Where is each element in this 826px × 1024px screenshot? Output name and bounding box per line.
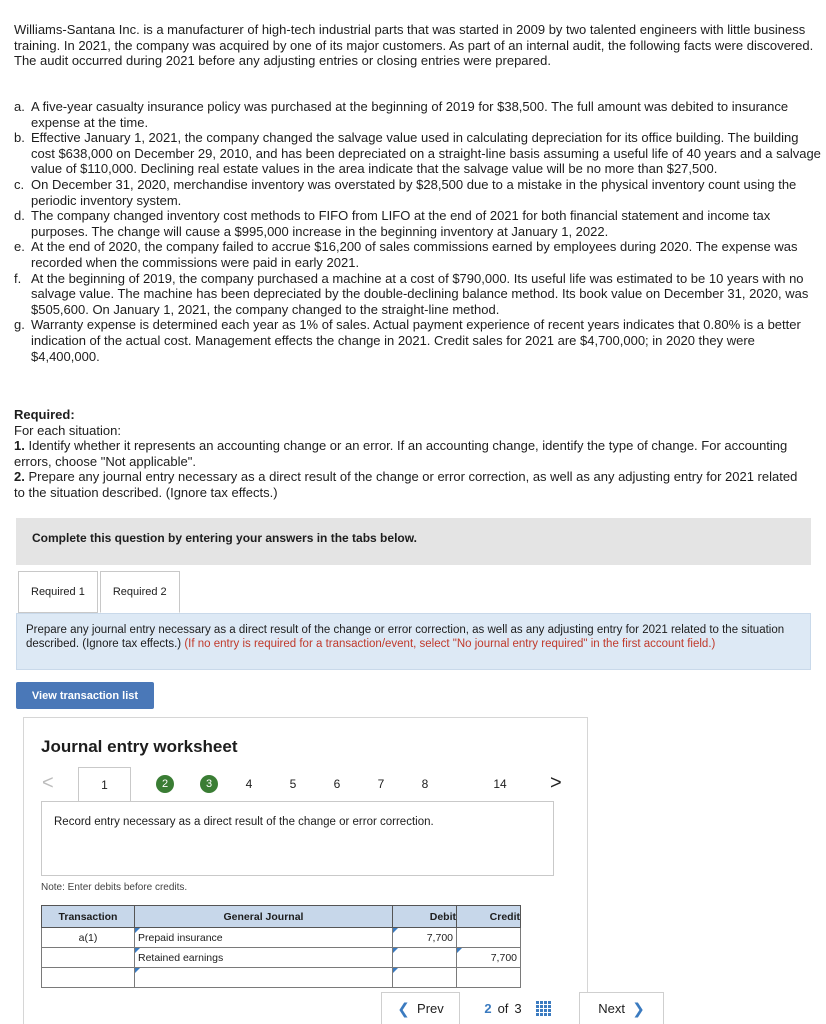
column-header-credit: Credit [457, 906, 521, 928]
item-letter: f. [14, 270, 22, 286]
chevron-right-icon[interactable]: > [550, 772, 562, 794]
required-heading: Required: [14, 407, 75, 422]
debit-input[interactable] [393, 928, 457, 948]
required-2 [14, 469, 804, 500]
prev-button[interactable] [381, 992, 460, 1024]
situation-list [14, 99, 822, 364]
grid-icon[interactable] [536, 1001, 551, 1016]
journal-table [41, 905, 521, 988]
item-text: At the beginning of 2019, the company purchased a machine at a cost of $790,000. Its useful life was estimated to be 10 years with no salvage value. The machine has been depreciated by the double-declining balance method. Its book value on December 31, 2020, was $505,600. On January 1, 2021, the company changed to the straight-line method. [31, 270, 809, 317]
transaction-cell [42, 968, 135, 988]
chevron-left-icon: ❮ [397, 1000, 410, 1018]
input-marker-icon [393, 948, 398, 953]
view-transaction-list-button[interactable]: View transaction list [16, 682, 154, 709]
entry-page-3[interactable] [189, 767, 229, 801]
dropdown-marker-icon [135, 968, 140, 973]
next-button[interactable] [579, 992, 664, 1024]
instruction-text: Prepare any journal entry necessary as a direct result of the change or error correction, as well as any adjusting entry for 2021 related to the situation described. (Ignore tax effects.) [26, 624, 785, 650]
debit-value: 7,700 [426, 931, 453, 944]
required-section [14, 407, 804, 501]
account-name: Retained earnings [138, 951, 224, 964]
required-1 [14, 438, 804, 469]
item-text: At the end of 2020, the company failed to accrue $16,200 of sales commissions earned by employees during 2020. The expense was recorded when the commissions were paid in early 2021. [31, 239, 798, 270]
instruction-box [16, 613, 811, 670]
input-marker-icon [393, 928, 398, 933]
question-navigation [381, 992, 664, 1024]
tab-required-1[interactable]: Required 1 [18, 571, 98, 613]
account-select[interactable] [135, 948, 393, 968]
item-text: A five-year casualty insurance policy was purchased at the beginning of 2019 for $38,500. The full amount was debited to insurance expense at the time. [31, 99, 789, 130]
complete-label: Complete this question by entering your answers in the tabs below. [32, 531, 417, 545]
column-header-general-journal: General Journal [135, 906, 393, 928]
item-letter: a. [14, 99, 25, 114]
required-sub: For each situation: [14, 422, 121, 438]
item-letter: e. [14, 239, 25, 255]
item-letter: c. [14, 176, 25, 192]
column-header-transaction: Transaction [42, 906, 135, 928]
account-select[interactable] [135, 928, 393, 948]
input-marker-icon [457, 948, 462, 953]
debit-credit-note: Note: Enter debits before credits. [41, 882, 188, 893]
entry-page-2[interactable] [145, 767, 185, 801]
prev-label: Prev [417, 1001, 444, 1016]
next-label: Next [598, 1001, 625, 1016]
credit-input[interactable] [457, 928, 521, 948]
tab-bar [18, 571, 180, 613]
completed-badge: 3 [200, 775, 218, 793]
list-item [14, 208, 822, 239]
entry-page-4[interactable]: 4 [245, 777, 253, 791]
table-row [42, 928, 521, 948]
question-pager[interactable] [460, 1001, 575, 1016]
input-marker-icon [393, 968, 398, 973]
list-item [14, 239, 822, 270]
item-letter: d. [14, 208, 25, 224]
item-letter: g. [14, 317, 25, 333]
debit-input[interactable] [393, 968, 457, 988]
entry-page-7[interactable]: 7 [377, 777, 385, 791]
list-item [14, 177, 822, 208]
entry-description [41, 801, 554, 876]
debit-input[interactable] [393, 948, 457, 968]
entry-page-14[interactable]: 14 [493, 777, 507, 791]
page-of: of [497, 1000, 509, 1016]
dropdown-marker-icon [135, 948, 140, 953]
problem-intro: Williams-Santana Inc. is a manufacturer of high-tech industrial parts that was started in 2009 by two talented engineers with little business training. In 2021, the company was acquired by one of its major customers. As part of an internal audit, the following facts were discovered. The audit occurred during 2021 before any adjusting entries or closing entries were prepared. [14, 22, 814, 69]
credit-input[interactable] [457, 948, 521, 968]
dropdown-marker-icon [135, 928, 140, 933]
required-1-number: 1. [14, 438, 25, 454]
entry-description-text: Record entry necessary as a direct result of the change or error correction. [54, 816, 434, 828]
journal-entry-worksheet [23, 717, 588, 1024]
credit-value: 7,700 [490, 951, 517, 964]
item-text: On December 31, 2020, merchandise inventory was overstated by $28,500 due to a mistake in the physical inventory count using the periodic inventory system. [31, 176, 797, 208]
item-text: The company changed inventory cost methods to FIFO from LIFO at the end of 2021 for both financial statement and income tax purposes. The change will cause a $995,000 increase in the beginning inventory at January 1, 2022. [31, 208, 771, 239]
instruction-note: (If no entry is required for a transaction/event, select "No journal entry required" in the first account field.) [184, 638, 716, 650]
list-item [14, 130, 822, 177]
table-row [42, 968, 521, 988]
required-2-text: Prepare any journal entry necessary as a direct result of the change or error correction, as well as any adjusting entry for 2021 related to the situation described. (Ignore tax effects.) [14, 469, 798, 500]
entry-page-5[interactable]: 5 [289, 777, 297, 791]
table-row [42, 948, 521, 968]
entry-page-6[interactable]: 6 [333, 777, 341, 791]
current-page: 2 [484, 1000, 492, 1016]
completed-badge: 2 [156, 775, 174, 793]
account-select[interactable] [135, 968, 393, 988]
required-1-text: Identify whether it represents an accounting change or an error. If an accounting change, identify the type of change. For accounting errors, choose "Not applicable". [14, 438, 788, 469]
transaction-cell [42, 948, 135, 968]
entry-page-1[interactable]: 1 [78, 767, 131, 802]
list-item [14, 271, 822, 318]
chevron-right-icon: ❯ [632, 1000, 645, 1018]
list-item [14, 99, 822, 130]
entry-pager [74, 767, 544, 801]
column-header-debit: Debit [393, 906, 457, 928]
required-2-number: 2. [14, 469, 25, 485]
complete-banner [16, 518, 811, 565]
total-pages: 3 [514, 1000, 522, 1016]
worksheet-title: Journal entry worksheet [41, 737, 238, 756]
credit-input[interactable] [457, 968, 521, 988]
entry-page-8[interactable]: 8 [421, 777, 429, 791]
item-text: Effective January 1, 2021, the company changed the salvage value used in calculating depreciation for its office building. The building cost $638,000 on December 29, 2010, and has been depreciated on a straight-line basis assuming a useful life of 40 years and a salvage value of $110,000. Declining real estate values in the area indicate that the salvage value will be no more than $27,500. [31, 130, 821, 177]
tab-required-2[interactable]: Required 2 [100, 571, 180, 613]
transaction-cell: a(1) [42, 928, 135, 948]
list-item [14, 317, 822, 364]
chevron-left-icon[interactable]: < [42, 772, 54, 794]
account-name: Prepaid insurance [138, 931, 223, 944]
item-letter: b. [14, 130, 25, 146]
item-text: Warranty expense is determined each year as 1% of sales. Actual payment experience of recent years indicates that 0.80% is a better indication of the actual cost. Management effects the change in 2021. Credit sales for 2021 are $4,700,000; in 2020 they were $4,400,000. [31, 317, 801, 364]
